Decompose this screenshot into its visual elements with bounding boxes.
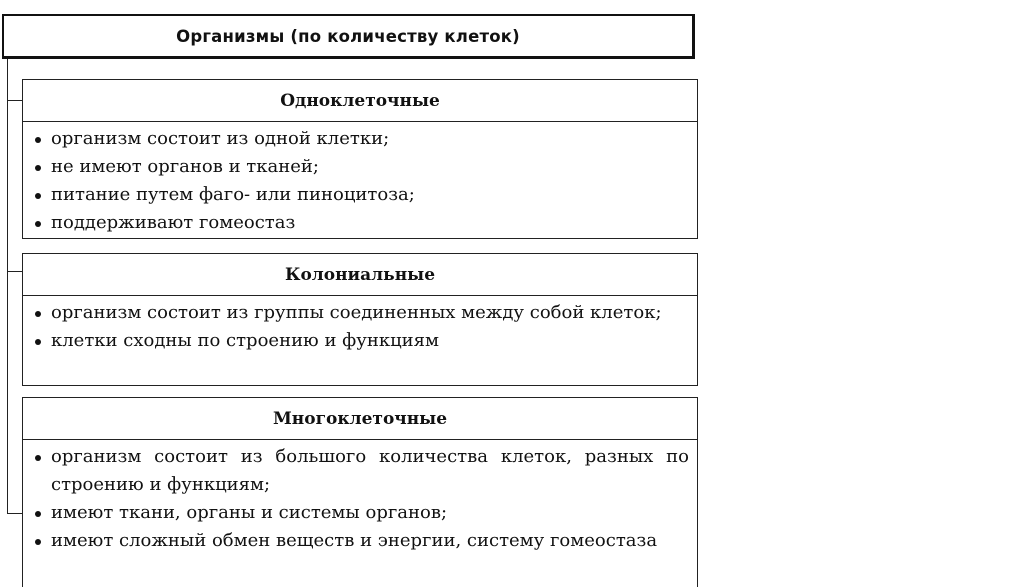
connector-trunk [7, 59, 8, 514]
category-list [23, 440, 697, 555]
diagram-title: Организмы (по количеству клеток) [2, 14, 695, 59]
category-heading: Колониальные [23, 254, 697, 296]
category-heading: Многоклеточные [23, 398, 697, 440]
list-item: поддерживают гомеостаз [33, 209, 689, 237]
category-colonial [22, 253, 698, 386]
category-list [23, 296, 697, 355]
category-heading: Одноклеточные [23, 80, 697, 122]
connector-branch-colonial [7, 271, 23, 272]
list-item: не имеют органов и тканей; [33, 153, 689, 181]
category-multicellular [22, 397, 698, 587]
list-item: питание путем фаго- или пиноцитоза; [33, 181, 689, 209]
list-item: организм состоит из большого количества клеток, разных по строению и функциям; [33, 443, 689, 499]
list-item: имеют ткани, органы и системы органов; [33, 499, 689, 527]
category-unicellular [22, 79, 698, 239]
list-item: имеют сложный обмен веществ и энергии, систему гомеостаза [33, 527, 689, 555]
connector-branch-unicellular [7, 100, 23, 101]
list-item: организм состоит из группы соединенных между собой клеток; [33, 299, 689, 327]
category-list [23, 122, 697, 237]
connector-branch-multicellular [7, 513, 23, 514]
list-item: организм состоит из одной клетки; [33, 125, 689, 153]
list-item: клетки сходны по строению и функциям [33, 327, 689, 355]
